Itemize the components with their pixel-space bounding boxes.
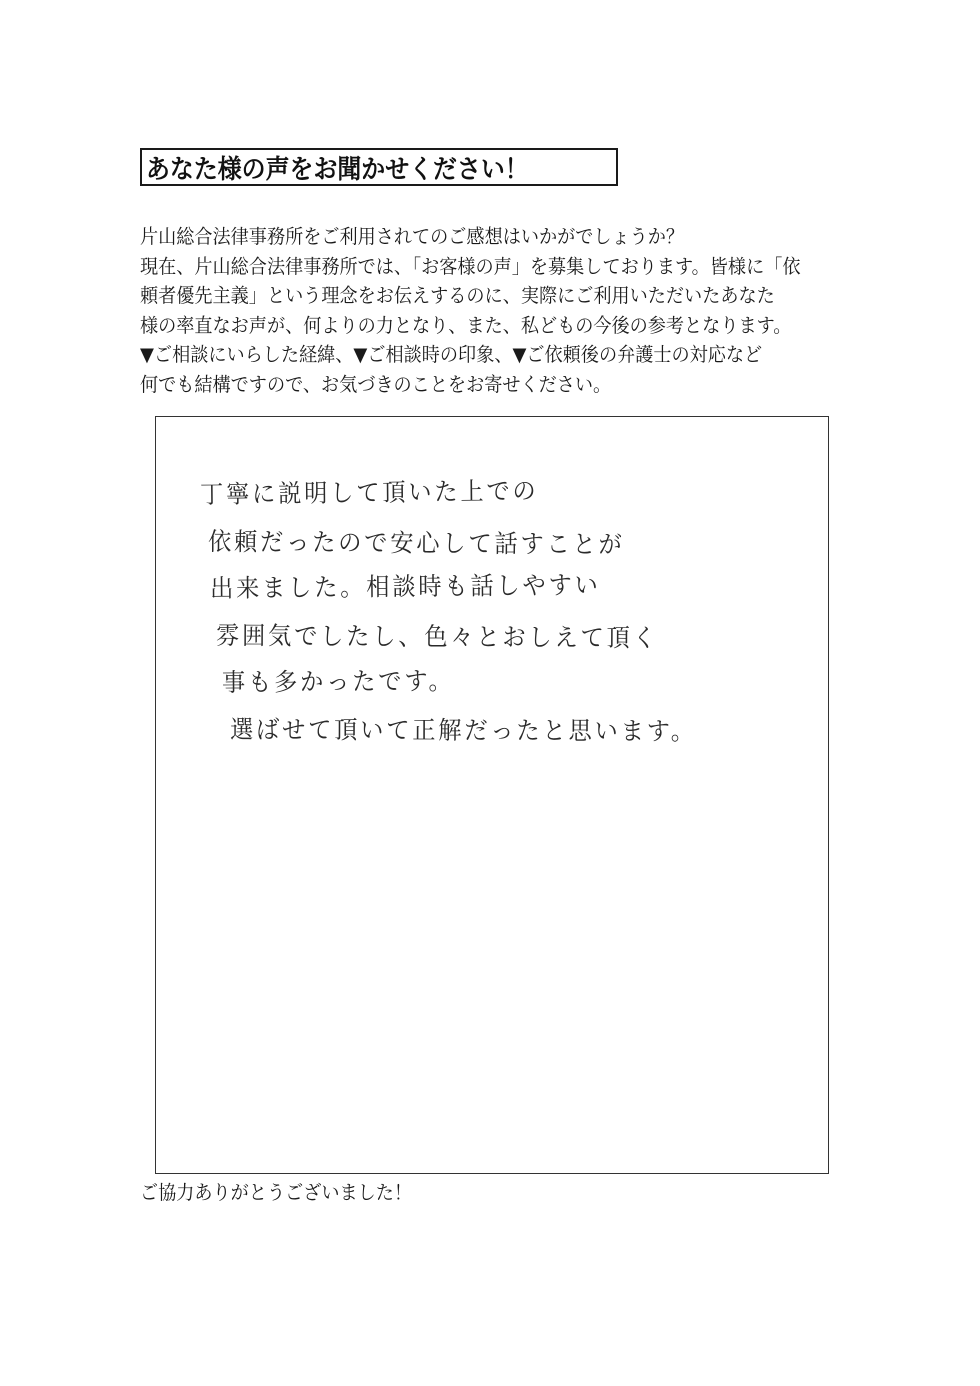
comment-box: [155, 416, 829, 1174]
intro-paragraph: [140, 222, 860, 399]
comment-line: 事も多かったです。: [221, 666, 455, 697]
intro-line: 何でも結構ですので、お気づきのことをお寄せください。: [140, 372, 612, 396]
form-title: あなた様の声をお聞かせください！: [146, 154, 529, 185]
comment-line: 選ばせて頂いて正解だったと思います。: [229, 715, 697, 746]
intro-line: 現在、片山総合法律事務所では、「お客様の声」を募集しております。皆様に「依: [140, 254, 801, 278]
comment-line: 依頼だったので安心して話すことが: [207, 527, 625, 560]
intro-line: ▼ご相談にいらした経緯、▼ご相談時の印象、▼ご依頼後の弁護士の対応など: [140, 343, 763, 366]
handwritten-comment: [200, 471, 732, 753]
thanks-message: ご協力ありがとうございました！: [140, 1181, 413, 1204]
intro-line: 片山総合法律事務所をご利用されてのご感想はいかがでしょうか？: [140, 225, 685, 248]
title-box: [140, 148, 618, 186]
intro-line: 頼者優先主義」という理念をお伝えするのに、実際にご利用いただいたあなた: [140, 284, 775, 307]
comment-line: 丁寧に説明して頂いた上での: [199, 476, 539, 509]
comment-line: 出来ました。相談時も話しやすい: [209, 570, 601, 603]
comment-line: 雰囲気でしたし、色々とおしえて頂く: [215, 621, 659, 653]
intro-line: 様の率直なお声が、何よりの力となり、また、私どもの今後の参考となります。: [140, 313, 792, 337]
